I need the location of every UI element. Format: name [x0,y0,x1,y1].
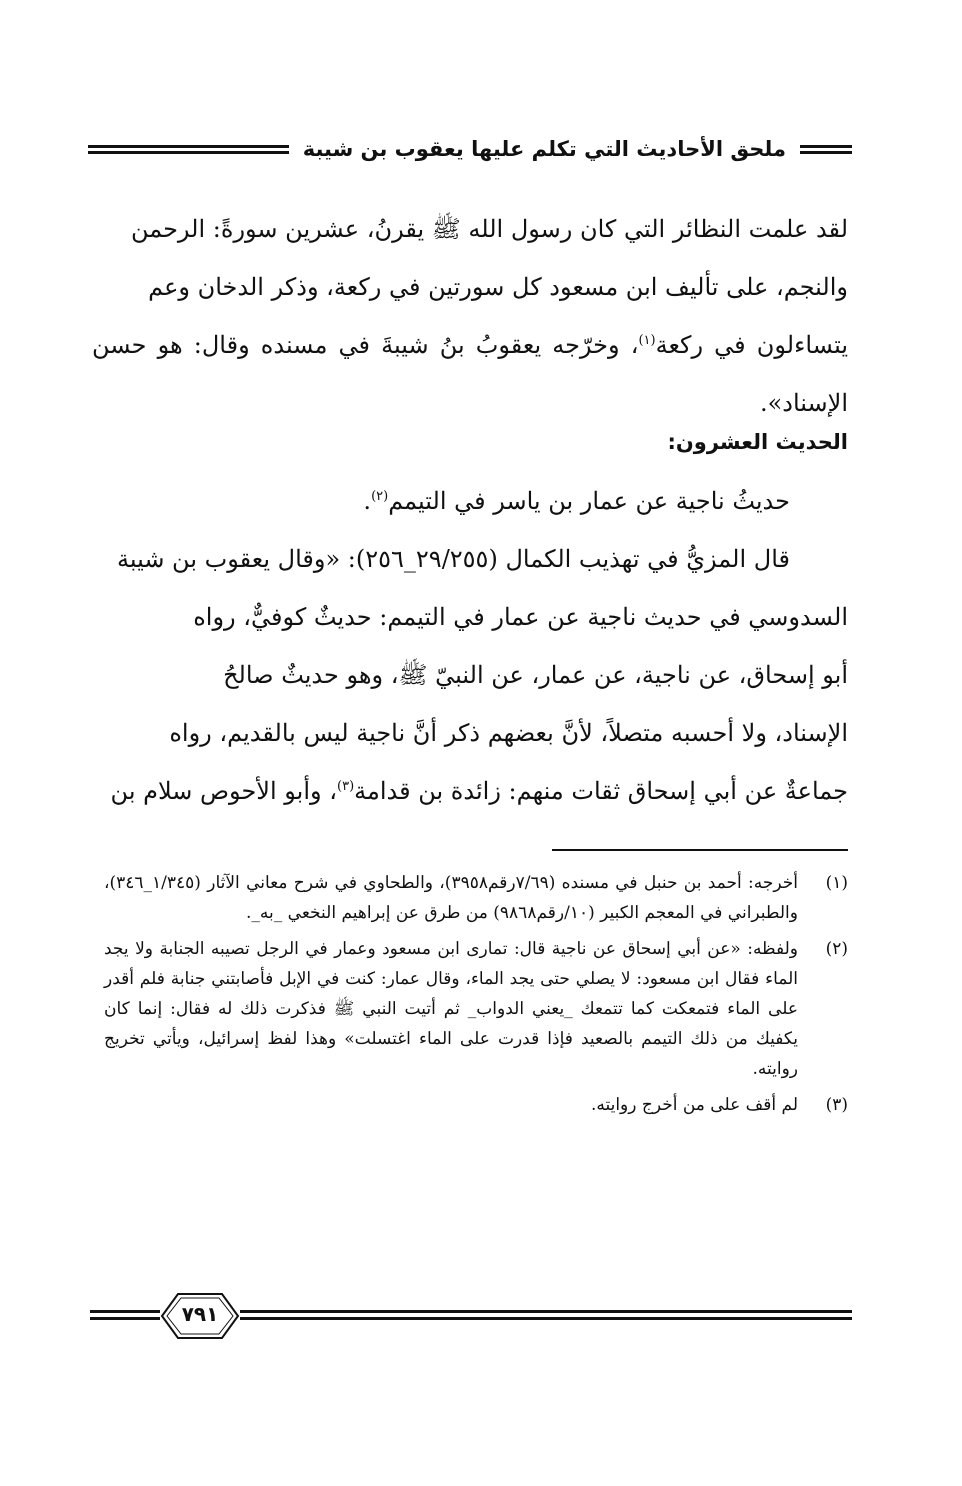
footnote-text: لم أقف على من أخرج روايته. [590,1095,798,1115]
text-line: والنجم، على تأليف ابن مسعود كل سورتين في ركعة، وذكر الدخان وعم [148,273,848,301]
footnote-text: أخرجه: أحمد بن حنبل في مسنده (٧/٦٩رقم٣٩٥٨)، والطحاوي في شرح معاني الآثار (١/٣٤٥_٣٤٦)، والطبراني في المعجم الكبير (١٠/رقم٩٨٦٨) من طرق عن إبراهيم النخعي _به_. [104,873,798,923]
text-span: جماعةٌ عن أبي إسحاق ثقات منهم: زائدة بن قدامة [354,777,848,805]
footnote-ref-3: (٣) [337,779,355,794]
footnote-number: (٣) [825,1095,848,1115]
text-span: . [363,487,372,515]
page-number: ٧٩١ [181,1302,219,1326]
running-header [88,132,852,166]
page-footer [90,1290,852,1346]
footnote-ref-2: (٢) [371,489,389,504]
text-line [92,316,848,432]
paragraph-mizzi-quote [92,530,848,820]
text-line: لقد علمت النظائر التي كان رسول الله ﷺ يقرنُ، عشرين سورةً: الرحمن [130,215,848,243]
text-line: قال المزيُّ في تهذيب الكمال (٢٩/٢٥٥_٢٥٦): «وقال يعقوب بن شيبة [116,545,790,573]
text-span: ، وأبو الأحوص سلام بن [110,777,337,805]
footnote-ref-1: (١) [638,333,656,348]
header-rule-right [800,145,852,154]
text-span: حديثُ ناجية عن عمار بن ياسر في التيمم [388,487,790,515]
footnote-number: (٢) [825,939,848,959]
header-rule-left [88,145,289,154]
footer-rule-right [240,1310,852,1320]
section-heading: الحديث العشرون: [667,430,848,454]
text-span: يتساءلون في ركعة [655,331,848,359]
text-span: ، وخرّجه يعقوبُ بنُ شيبةَ في مسنده وقال: هو حسن الإسناد». [92,331,848,417]
footer-rule-left [90,1310,160,1320]
text-line: السدوسي في حديث ناجية عن عمار في التيمم: حديثٌ كوفيٌّ، رواه [193,603,848,631]
footnote-1 [104,868,848,928]
footnote-2 [104,934,848,1084]
text-line [92,762,848,820]
footnotes [104,868,848,1126]
paragraph-opening [92,200,848,432]
text-line: أبو إسحاق، عن ناجية، عن عمار، عن النبيّ ﷺ، وهو حديثٌ صالحُ [223,661,848,689]
footnote-number: (١) [825,873,848,893]
text-line [92,472,848,530]
header-title: ملحق الأحاديث التي تكلم عليها يعقوب بن شيبة [302,137,786,161]
footnote-text: ولفظه: «عن أبي إسحاق عن ناجية قال: تمارى ابن مسعود وعمار في الرجل تصيبه الجنابة ولا يجد الماء فقال ابن مسعود: لا يصلي حتى يجد الماء، وقال عمار: كنت في الإبل فأصابتني جنابة فلم أقدر على الماء فتمعكت كما تتمعك _يعني الدواب_ ثم أتيت النبي ﷺ فذكرت ذلك له فقال: إنما كان يكفيك من ذلك التيمم بالصعيد فإذا قدرت على الماء اغتسلت» وهذا لفظ إسرائيل، ويأتي تخريج روايته. [104,939,798,1079]
paragraph-hadith-title [92,472,848,530]
text-line: الإسناد، ولا أحسبه متصلاً، لأنَّ بعضهم ذكر أنَّ ناجية ليس بالقديم، رواه [169,719,848,747]
footnote-separator [552,849,848,851]
footnote-3 [104,1090,848,1120]
